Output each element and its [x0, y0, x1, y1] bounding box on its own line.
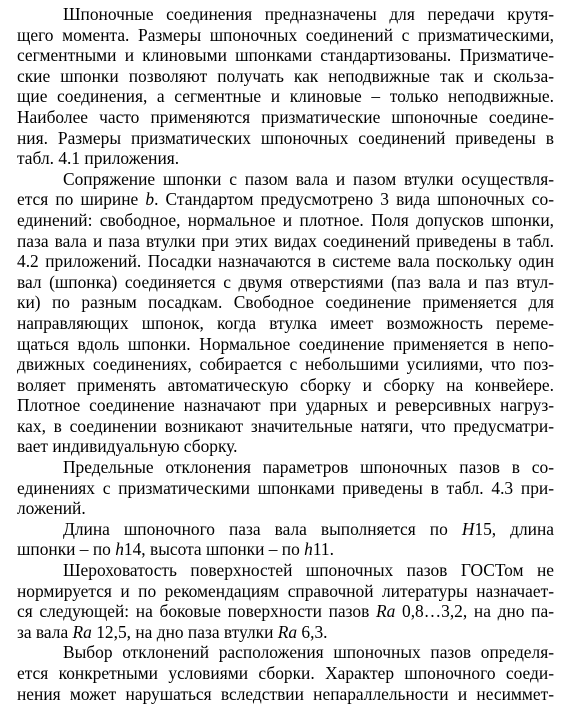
- text-line: нения может нарушаться вследствии непараллельности и несиммет-: [17, 683, 554, 704]
- text-line: ния. Размеры призматических шпоночных соединений приведены в: [17, 127, 554, 148]
- text-line: паза вала и паза втулки при этих видах соединений приведены в табл.: [17, 230, 554, 251]
- text-line: воляет применять автоматическую сборку и сборку на конвейере.: [17, 374, 554, 395]
- text-line: ки) по разным посадкам. Свободное соединение применяется для: [17, 292, 554, 313]
- text-line: Плотное соединение назначают при ударных и реверсивных нагруз-: [17, 395, 554, 416]
- text-line: Сопряжение шпонки с пазом вала и пазом втулки осуществля-: [63, 168, 554, 189]
- text-line: ется по ширине b. Стандартом предусмотрено 3 вида шпоночных со-: [17, 189, 554, 210]
- text-line: Длина шпоночного паза вала выполняется по H15, длина: [63, 518, 554, 539]
- text-line: 4.2 приложений. Посадки назначаются в системе вала поскольку один: [17, 251, 554, 272]
- text-line: вал (шпонка) соединяется с двумя отверстиями (паз вала и паз втул-: [17, 271, 554, 292]
- text-line: ские шпонки позволяют получать как неподвижные так и скольза-: [17, 65, 554, 86]
- text-line: шпонки – по h14, высота шпонки – по h11.: [17, 539, 334, 560]
- paragraph-location-deviations: [17, 642, 554, 704]
- text-line: движных соединениях, собирается с небольшими усилиями, что поз-: [17, 354, 554, 375]
- text-line: щего момента. Размеры шпоночных соединений с призматическими,: [17, 24, 554, 45]
- text-line: Выбор отклонений расположения шпоночных пазов определя-: [63, 642, 554, 663]
- text-line: единений: свободное, нормальное и плотное. Поля допусков шпонки,: [17, 209, 554, 230]
- text-line: Шпоночные соединения предназначены для передачи крутя-: [63, 4, 554, 24]
- text-line: Наиболее часто применяются призматические шпоночные соедине-: [17, 106, 554, 127]
- text-line: щаться вдоль шпонки. Нормальное соединение применяется в непо-: [17, 333, 554, 354]
- text-line: ся следующей: на боковые поверхности пазов Ra 0,8…3,2, на дно па-: [17, 601, 554, 622]
- text-line: ется конкретными условиями сборки. Характер шпоночного соеди-: [17, 663, 554, 683]
- text-line: табл. 4.1 приложения.: [17, 148, 180, 169]
- text-line: нормируется и по рекомендациям справочной литературы назначает-: [17, 580, 554, 601]
- paragraph-limit-deviations: [17, 457, 554, 519]
- text-line: ложений.: [17, 498, 86, 519]
- paragraph-slot-length-tolerances: [17, 519, 554, 560]
- text-line: вает индивидуальную сборку.: [17, 436, 238, 457]
- text-line: за вала Ra 12,5, на дно паза втулки Ra 6,3.: [17, 621, 328, 642]
- text-line: щие соединения, а сегментные и клиновые – только неподвижные.: [17, 86, 554, 107]
- paragraph-surface-roughness: [17, 560, 554, 642]
- text-line: Шероховатость поверхностей шпоночных пазов ГОСТом не: [63, 560, 554, 581]
- paragraph-fit-types: [17, 169, 554, 457]
- text-line: сегментными и клиновыми шпонками стандартизованы. Призматиче-: [17, 45, 554, 66]
- paragraph-keyed-joints-purpose: [17, 4, 554, 169]
- text-line: Предельные отклонения параметров шпоночных пазов в со-: [63, 457, 554, 478]
- document-page: [17, 4, 554, 704]
- text-line: направляющих шпонок, когда втулка имеет возможность переме-: [17, 312, 554, 333]
- text-line: единениях с призматическими шпонками приведены в табл. 4.3 при-: [17, 477, 554, 498]
- text-line: ках, в соединении возникают значительные натяги, что предусматри-: [17, 415, 554, 436]
